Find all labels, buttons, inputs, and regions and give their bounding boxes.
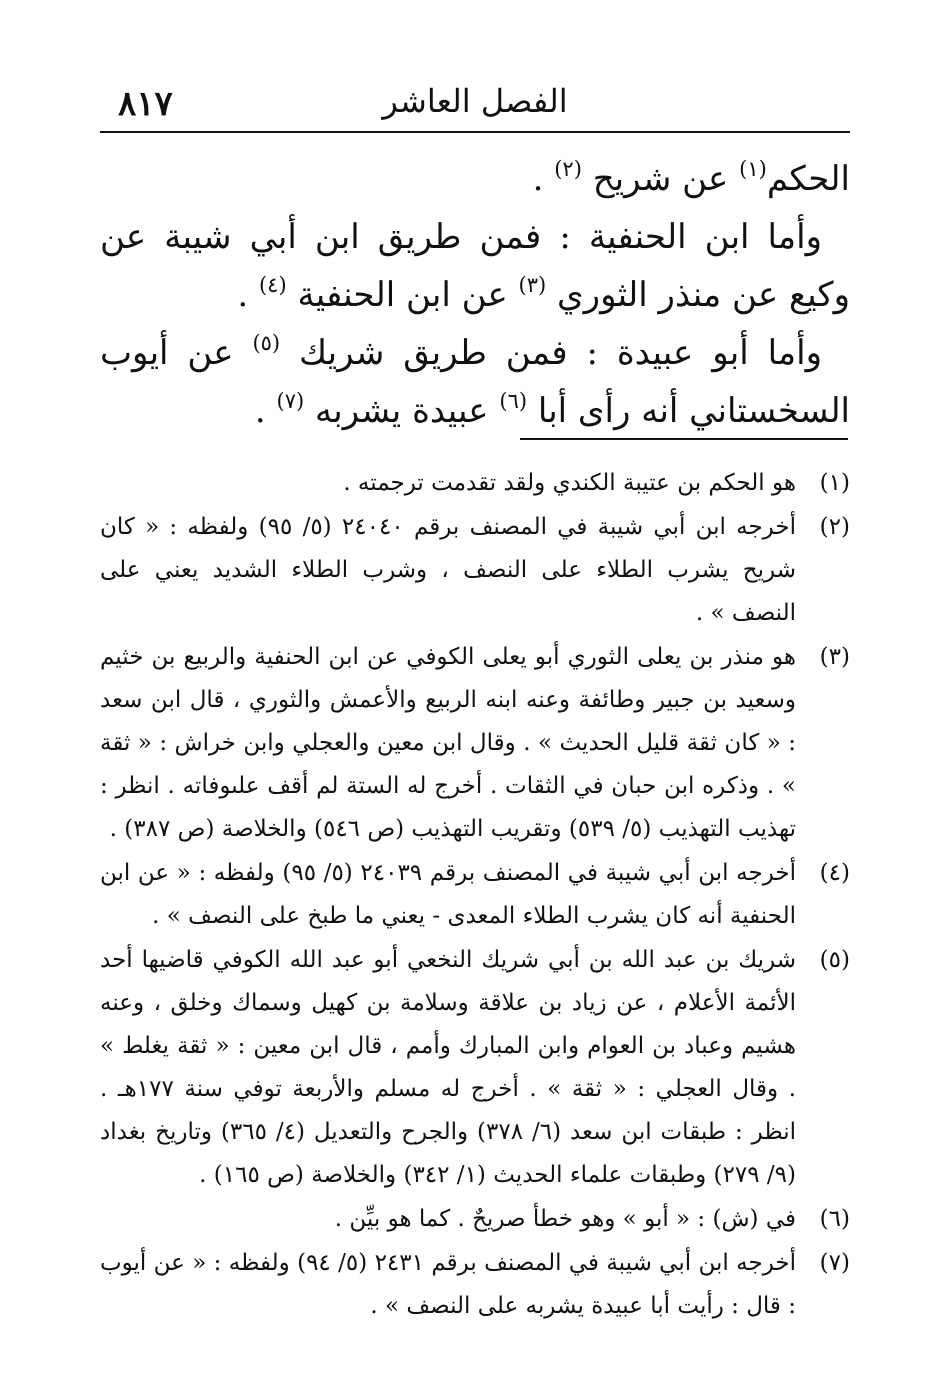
footnote-number: (٥) <box>819 947 850 973</box>
footnote-5 <box>100 939 850 1197</box>
footnote-ref-4: (٤) <box>258 273 287 297</box>
header-rule <box>100 131 850 133</box>
footnote-ref-5: (٥) <box>252 331 281 355</box>
footnote-text: هو الحكم بن عتيبة الكندي ولقد تقدمت ترجمته . <box>343 470 796 496</box>
footnote-ref-3: (٣) <box>518 273 547 297</box>
footnotes <box>100 462 850 1329</box>
footnote-4 <box>100 852 850 938</box>
footnote-number: (٣) <box>819 644 850 670</box>
page-number: ٨١٧ <box>118 84 173 124</box>
footnote-number: (٦) <box>819 1206 850 1232</box>
footnote-text: أخرجه ابن أبي شيبة في المصنف برقم ٢٤٠٣٩ (٥/ ٩٥) ولفظه : « عن ابن الحنفية أنه كان يشرب الطلاء المعدى - يعني ما طبخ على النصف » . <box>100 860 796 929</box>
footnote-ref-7: (٧) <box>276 389 305 413</box>
footnote-number: (١) <box>819 470 850 496</box>
footnote-number: (٤) <box>819 860 850 886</box>
footnote-separator <box>520 438 848 440</box>
footnote-7 <box>100 1242 850 1328</box>
main-text <box>100 150 850 440</box>
page-header <box>100 78 850 130</box>
footnote-number: (٧) <box>819 1250 850 1276</box>
footnote-text: في (ش) : « أبو » وهو خطأ صريحٌ . كما هو بيِّن . <box>334 1206 796 1232</box>
footnote-ref-6: (٦) <box>499 389 528 413</box>
footnote-text: هو منذر بن يعلى الثوري أبو يعلى الكوفي عن ابن الحنفية والربيع بن خثيم وسعيد بن جبير وطائفة وعنه ابنه الربيع والأعمش والثوري ، قال ابن سعد : « كان ثقة قليل الحديث » . وقال ابن معين والعجلي وابن خراش : « ثقة » . وذكره ابن حبان في الثقات . أخرج له الستة لم أقف علىوفاته . انظر : تهذيب التهذيب (٥/ ٥٣٩) وتقريب التهذيب (ص ٥٤٦) والخلاصة (ص ٣٨٧) . <box>100 644 796 842</box>
footnote-ref-2: (٢) <box>554 157 582 181</box>
main-paragraph-1: الحكم$^{(١)}$ عن شريح $^{(٢)}$ . <box>532 157 850 199</box>
footnote-text: أخرجه ابن أبي شيبة في المصنف برقم ٢٤٣١ (٥/ ٩٤) ولفظه : « عن أيوب : قال : رأيت أبا عبيدة يشربه على النصف » . <box>100 1250 796 1319</box>
main-paragraph-2: وأما ابن الحنفية : فمن طريق ابن أبي شيبة عن وكيع عن منذر الثوري $^{(٣)}$ عن ابن الحنفية $^{(٤)}$ . <box>100 217 850 315</box>
running-title: الفصل العاشر <box>382 82 568 120</box>
footnote-text: أخرجه ابن أبي شيبة في المصنف برقم ٢٤٠٤٠ (٥/ ٩٥) ولفظه : « كان شريح يشرب الطلاء على النصف ، وشرب الطلاء الشديد يعني على النصف » . <box>100 514 796 626</box>
footnote-3 <box>100 636 850 851</box>
footnote-text: شريك بن عبد الله بن أبي شريك النخعي أبو عبد الله الكوفي قاضيها أحد الأئمة الأعلام ، عن زياد بن علاقة وسلامة بن كهيل وسماك وخلق ، وعنه هشيم وعباد بن العوام وابن المبارك وأمم ، قال ابن معين : « ثقة يغلط » . وقال العجلي : « ثقة » . أخرج له مسلم والأربعة توفي سنة ١٧٧هـ . انظر : طبقات ابن سعد (٦/ ٣٧٨) والجرح والتعديل (٤/ ٣٦٥) وتاريخ بغداد (٩/ ٢٧٩) وطبقات علماء الحديث (١/ ٣٤٢) والخلاصة (ص ١٦٥) . <box>100 947 796 1188</box>
main-paragraph-3: وأما أبو عبيدة : فمن طريق شريك $^{(٥)}$ عن أيوب السخستاني أنه رأى أبا $^{(٦)}$ عبيدة يشربه $^{(٧)}$ . <box>100 331 850 431</box>
footnote-2 <box>100 506 850 635</box>
footnote-6 <box>100 1198 850 1241</box>
footnote-1 <box>100 462 850 505</box>
footnote-ref-1: (١) <box>739 157 767 181</box>
footnote-number: (٢) <box>819 514 850 540</box>
